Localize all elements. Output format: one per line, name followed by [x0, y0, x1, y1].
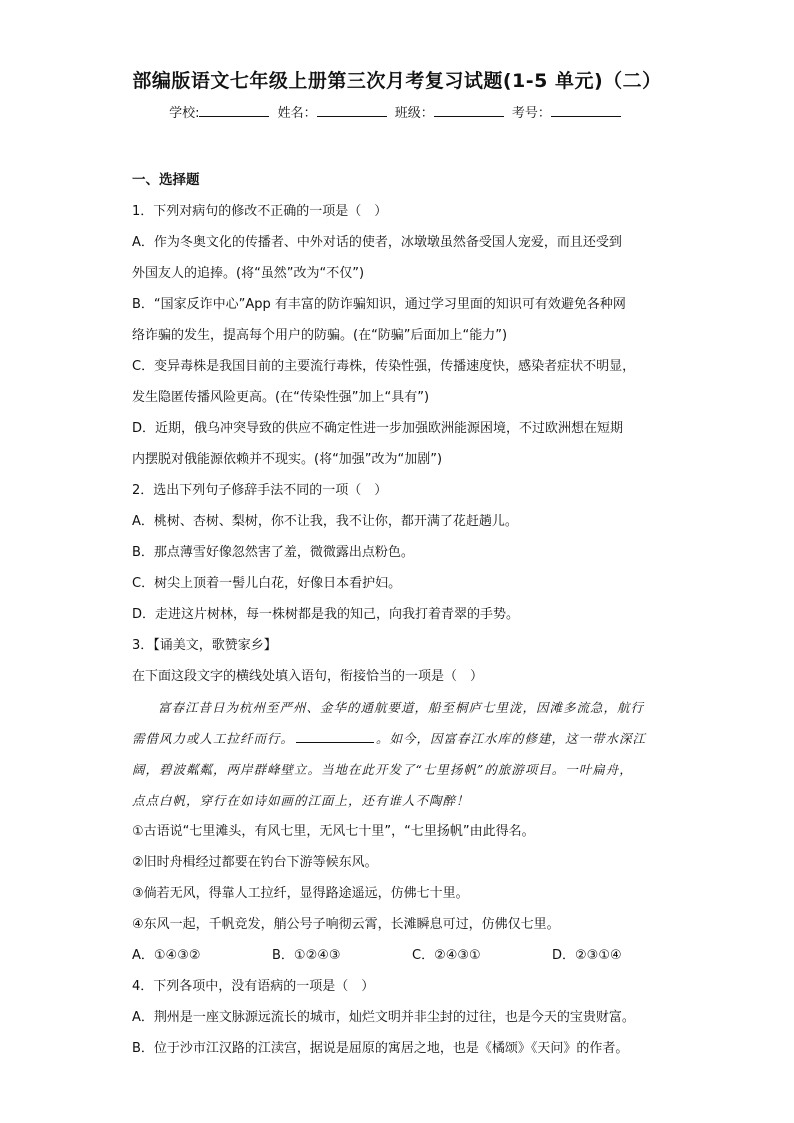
class-label: 班级：	[394, 106, 434, 121]
fill-in-blank	[296, 728, 374, 743]
q3-passage-line2	[132, 723, 672, 754]
q3-sentence-4: ④东风一起，千帆竞发，艄公号子响彻云霄，长滩瞬息可过，仿佛仅七里。	[132, 917, 560, 932]
q3-passage-line3: 阔，碧波粼粼，两岸群峰壁立。当地在此开发了“七里扬帆”的旅游项目。一叶扁舟，	[132, 762, 633, 777]
q2-option-c: C．树尖上顶着一髻儿白花，好像日本看护妇。	[132, 576, 402, 591]
q3-passage-line1: 富春江昔日为杭州至严州、金华的通航要道，船至桐庐七里泷，因滩多流急，航行	[158, 700, 645, 715]
exam-number-label: 考号：	[511, 106, 551, 121]
name-blank	[317, 103, 387, 117]
q1-option-a-line1: A．作为冬奥文化的传播者、中外对话的使者，冰墩墩虽然备受国人宠爱，而且还受到	[132, 235, 622, 250]
q1-option-c-line2: 发生隐匿传播风险更高。(在“传染性强”加上“具有”)	[132, 390, 430, 405]
class-blank	[434, 103, 504, 117]
q3-heading: 3．【诵美文，歌赞家乡】	[132, 638, 277, 653]
q1-option-a-line2: 外国友人的追捧。(将“虽然”改为“不仅”)	[132, 266, 365, 281]
q3-options	[132, 940, 672, 971]
student-info-line	[0, 102, 794, 121]
q2-option-d: D．走进这片树林，每一株树都是我的知己，向我打着青翠的手势。	[132, 607, 520, 622]
q1-option-b-line1: B．“国家反诈中心”App 有丰富的防诈骗知识，通过学习里面的知识可有效避免各种网	[132, 297, 626, 312]
q3-stem: 在下面这段文字的横线处填入语句，衔接恰当的一项是（ ）	[132, 669, 484, 684]
q3-passage-line2-before: 需借风力或人工拉纤而行。	[132, 731, 295, 746]
q2-option-b: B．那点薄雪好像忽然害了羞，微微露出点粉色。	[132, 545, 414, 560]
q3-sentence-1: ①古语说“七里滩头，有风七里，无风七十里”，“七里扬帆”由此得名。	[132, 824, 535, 839]
q3-passage-line4: 点点白帆，穿行在如诗如画的江面上，还有谁人不陶醉！	[132, 793, 470, 808]
q4-option-a: A．荆州是一座文脉源远流长的城市，灿烂文明并非尘封的过往，也是今天的宝贵财富。	[132, 1010, 635, 1025]
q3-sentence-2: ②旧时舟楫经过都要在钓台下游等候东风。	[132, 855, 378, 870]
q4-option-b: B．位于沙市江汉路的江渎宫，据说是屈原的寓居之地，也是《橘颂》《天问》的作者。	[132, 1041, 629, 1056]
name-label: 姓名：	[277, 106, 317, 121]
school-label: 学校:	[169, 106, 200, 121]
page-title: 部编版语文七年级上册第三次月考复习试题(1-5 单元)（二）	[132, 70, 662, 92]
q2-stem: 2．选出下列句子修辞手法不同的一项（ ）	[132, 483, 388, 498]
q3-option-d: D．②③①④	[552, 948, 622, 963]
q1-option-c-line1: C．变异毒株是我国目前的主要流行毒株，传染性强，传播速度快，感染者症状不明显，	[132, 359, 636, 374]
section-heading: 一、选择题	[132, 172, 200, 188]
q1-stem: 1．下列对病句的修改不正确的一项是（ ）	[132, 204, 388, 219]
q3-option-a: A．①④③②	[132, 948, 201, 963]
q3-sentence-3: ③倘若无风，得靠人工拉纤，显得路途遥远，仿佛七十里。	[132, 886, 469, 901]
q4-stem: 4．下列各项中，没有语病的一项是（ ）	[132, 979, 375, 994]
q1-option-d-line1: D．近期，俄乌冲突导致的供应不确定性进一步加强欧洲能源困境，不过欧洲想在短期	[132, 421, 624, 436]
school-blank	[199, 103, 269, 117]
q1-option-b-line2: 络诈骗的发生，提高每个用户的防骗。(在“防骗”后面加上“能力”)	[132, 328, 508, 343]
exam-number-blank	[551, 103, 621, 117]
q2-option-a: A．桃树、杏树、梨树，你不让我，我不让你，都开满了花赶趟儿。	[132, 514, 518, 529]
question-body	[132, 165, 672, 1064]
q3-option-b: B．①②④③	[272, 948, 341, 963]
q3-passage-line2-after: 。如今，因富春江水库的修建，这一带水深江	[376, 731, 647, 746]
q1-option-d-line2: 内摆脱对俄能源依赖并不现实。(将“加强”改为“加剧”)	[132, 452, 443, 467]
q3-option-c: C．②④③①	[412, 948, 481, 963]
